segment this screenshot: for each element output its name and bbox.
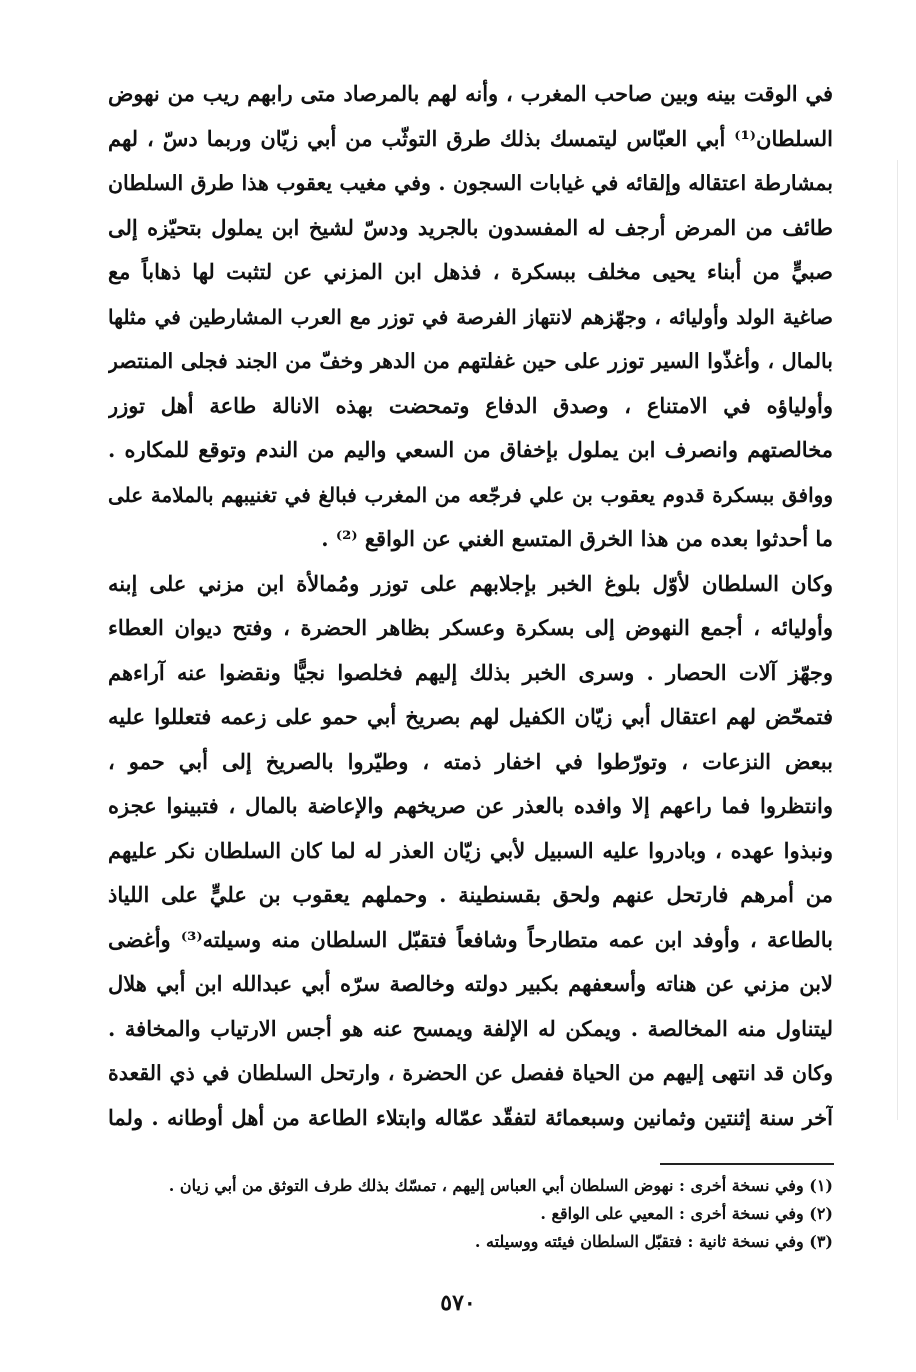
page-number: ٥٧٠ <box>440 1290 476 1316</box>
text-line: وأولياؤه في الامتناع ، وصدق الدفاع وتمحضت بهذه الانالة طاعة أهل توزر <box>108 392 833 418</box>
text-line: صاغية الولد وأوليائه ، وجهّزهم لانتهاز الفرصة في توزر مع العرب المشارطين في مثلها <box>108 304 833 329</box>
footnote-3: (٣) وفي نسخة ثانية : فتقبّل السلطان فيئته ووسيلته . <box>474 1232 833 1251</box>
text-line: وانتظروا فما راعهم إلا وافده بالعذر عن صريخهم والإعاضة بالمال ، فتبينوا عجزه <box>108 793 833 818</box>
footnote-divider <box>660 1163 834 1165</box>
text-line: وجهّز آلات الحصار . وسرى الخبر بذلك إليهم فخلصوا نجيًّا ونقضوا عنه آراءهم <box>108 659 833 685</box>
footnote-1: (١) وفي نسخة أخرى : نهوض السلطان أبي العباس إليهم ، تمسّك بذلك طرف التوثق من أبي زيان . <box>168 1176 833 1195</box>
text-line: ما أحدثوا بعده من هذا الخرق المتسع الغني عن الواقع ⁽²⁾ . <box>321 526 833 551</box>
text-line: مخالصتهم وانصرف ابن يملول بإخفاق من السعي واليم من الندم وتوقع للمكاره . <box>108 437 833 462</box>
text-line: طائف من المرض أرجف له المفسدون بالجريد ودسّ لشيخ ابن يملول بتحيّزه إلى <box>108 214 833 240</box>
text-line: ببعض النزعات ، وتورّطوا في اخفار ذمته ، وطيّروا بالصريخ إلى أبي حمو ، <box>108 748 833 774</box>
text-line: بالطاعة ، وأوفد ابن عمه متطارحاً وشافعاً فتقبّل السلطان منه وسيلته⁽³⁾ وأغضى <box>108 926 833 952</box>
text-line: في الوقت بينه وبين صاحب المغرب ، وأنه لهم بالمرصاد متى رابهم ريب من نهوض <box>108 81 833 106</box>
text-line: وكان السلطان لأوّل بلوغ الخبر بإجلابهم على توزر ومُمالأة ابن مزني على إبنه <box>108 570 833 596</box>
text-line: ليتناول منه المخالصة . ويمكن له الإلفة ويمسح عنه هو أجس الارتياب والمخافة . <box>108 1015 833 1041</box>
text-line: بالمال ، وأغذّوا السير توزر على حين غفلتهم من الدهر وخفّ من الجند فجلى المنتصر <box>108 349 833 373</box>
text-line: ووافق ببسكرة قدوم يعقوب بن علي فرجّعه من المغرب فبالغ في تغنيبهم بالملامة على <box>108 482 833 507</box>
page-edge-shadow <box>897 160 898 1120</box>
text-line: صبيٍّ من أبناء يحيى مخلف ببسكرة ، فذهل ابن المزني عن لتثبت لها ذهاباً مع <box>108 259 833 284</box>
text-line: ونبذوا عهده ، وبادروا عليه السبيل لأبي زيّان العذر له لما كان السلطان نكر عليهم <box>108 837 833 863</box>
text-line: بمشارطة اعتقاله وإلقائه في غيابات السجون . وفي مغيب يعقوب هذا طرق السلطان <box>108 171 833 195</box>
text-line: فتمحّض لهم اعتقال أبي زيّان الكفيل لهم بصريخ أبي حمو على زعمه فتعللوا عليه <box>108 704 833 729</box>
text-line: آخر سنة إثنتين وثمانين وسبعمائة لتفقّد عمّاله وابتلاء الطاعة من أهل أوطانه . ولما <box>108 1104 833 1130</box>
text-line: من أمرهم فارتحل عنهم ولحق بقسنطينة . وحملهم يعقوب بن عليٍّ على اللياذ <box>108 882 833 907</box>
text-line: وأوليائه ، أجمع النهوض إلى بسكرة وعسكر بظاهر الحضرة ، وفتح ديوان العطاء <box>108 615 833 640</box>
text-line: السلطان⁽¹⁾ أبي العبّاس ليتمسك بذلك طرق التوثّب من أبي زيّان وربما دسّ ، لهم <box>108 125 833 151</box>
footnotes-block <box>108 1172 833 1256</box>
footnote-2: (٢) وفي نسخة أخرى : المعيي على الواقع . <box>540 1204 833 1223</box>
main-text-block <box>108 72 833 1140</box>
text-line: وكان قد انتهى إليهم من الحياة ففصل عن الحضرة ، وارتحل السلطان في ذي القعدة <box>108 1061 833 1085</box>
text-line: لابن مزني عن هناته وأسعفهم بكبير دولته وخالصة سرّه أبي عبدالله ابن أبي هلال <box>108 971 833 996</box>
